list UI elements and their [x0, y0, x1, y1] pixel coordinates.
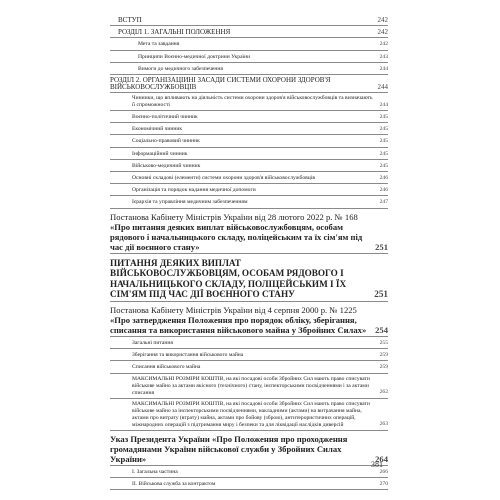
toc-entry-page: 263: [379, 421, 388, 428]
toc-entry-title: ІІ. Військова служба за контрактом: [132, 480, 216, 487]
table-of-contents: [110, 14, 388, 490]
toc-entry-page: 245: [379, 162, 388, 169]
toc-entry-page: 242: [377, 28, 388, 37]
toc-entry-title: ВСТУП: [118, 16, 142, 24]
toc-entry-title: Мета та завдання: [138, 41, 180, 48]
toc-entry[interactable]: [110, 14, 388, 26]
toc-entry-title: МАКСИМАЛЬНІ РОЗМІРИ КОШТІВ, на які посадові особи Збройних Сил мають право списувати військове майно за актами якісного (технічного) стану, інспекторськими посвідченнями і за актами списання: [132, 375, 370, 396]
toc-entry-page: 244: [379, 65, 388, 72]
toc-entry-page: 255: [379, 340, 388, 347]
toc-entry-page: 266: [379, 468, 388, 475]
toc-entry[interactable]: [110, 93, 388, 111]
toc-entry-page: 259: [379, 364, 388, 371]
toc-heading-entry[interactable]: [110, 254, 388, 302]
toc-entry-title: Принципи Воєнно-медичної доктрини України: [138, 53, 251, 60]
toc-resolution-entry[interactable]: [110, 302, 388, 337]
toc-entry-title: РОЗДІЛ 2. ОРГАНІЗАЦІЙНІ ЗАСАДИ СИСТЕМИ ОХОРОНИ ЗДОРОВ'Я ВІЙСЬКОВОСЛУЖБОВЦІВ: [110, 77, 331, 92]
toc-entry[interactable]: [110, 63, 388, 75]
toc-entry-title: Воєнно-політичний чинник: [132, 114, 198, 121]
toc-resolution-entry[interactable]: [110, 209, 388, 254]
toc-entry-title: Організація та порядок надання медичної допомоги: [132, 187, 256, 194]
toc-entry-page: 254: [375, 325, 388, 336]
toc-entry-title: Ієрархія та управління медичним забезпеченням: [132, 199, 248, 206]
toc-entry-title: Інформаційний чинник: [132, 150, 188, 157]
toc-entry[interactable]: [110, 160, 388, 172]
page-number: 381: [371, 460, 383, 469]
toc-entry[interactable]: [110, 184, 388, 196]
toc-entry-page: 259: [379, 352, 388, 359]
toc-entry-page: 244: [377, 82, 388, 91]
toc-entry-page: 245: [379, 138, 388, 145]
toc-entry-title: Вимоги до медичного забезпечення: [138, 65, 223, 72]
toc-entry-title: РОЗДІЛ 1. ЗАГАЛЬНІ ПОЛОЖЕННЯ: [118, 28, 231, 37]
toc-entry-title: Економічний чинник: [132, 126, 183, 133]
resolution-title: Постанова Кабінету Міністрів України від 28 лютого 2022 р. № 168: [110, 211, 358, 222]
toc-entry[interactable]: [110, 123, 388, 135]
toc-entry[interactable]: [110, 135, 388, 147]
toc-entry[interactable]: [110, 337, 388, 349]
decree-title: Указ Президента України «Про Положення про проходження громадянами України військової служби у Збройних Силах України»: [110, 433, 348, 464]
toc-entry-title: Зберігання та використання військового майна: [132, 352, 244, 359]
toc-entry-page: 245: [379, 114, 388, 121]
toc-entry[interactable]: [110, 75, 388, 93]
toc-entry[interactable]: [110, 172, 388, 184]
toc-entry-page: 262: [379, 389, 388, 396]
toc-decree-entry[interactable]: [110, 431, 388, 466]
toc-entry-page: 242: [379, 41, 388, 48]
toc-entry-page: 244: [379, 101, 388, 108]
toc-entry[interactable]: [110, 26, 388, 38]
toc-entry-title: Загальні питання: [132, 340, 173, 347]
toc-heading-title: ПИТАННЯ ДЕЯКИХ ВИПЛАТ ВІЙСЬКОВОСЛУЖБОВЦЯМ, ОСОБАМ РЯДОВОГО І НАЧАЛЬНИЦЬКОГО СКЛАДУ, ПОЛІЦЕЙСЬКИМ І ЇХ СІМ'ЯМ ПІД ЧАС ДІЇ ВОЄННОГО СТАНУ: [110, 257, 347, 300]
toc-entry-page: 245: [379, 126, 388, 133]
toc-entry[interactable]: [110, 38, 388, 50]
toc-entry[interactable]: [110, 196, 388, 208]
toc-entry-page: 246: [379, 187, 388, 194]
toc-entry-page: 270: [379, 480, 388, 487]
toc-entry[interactable]: [110, 51, 388, 63]
toc-entry-title: Чинники, що впливають на діяльність системи охорони здоров'я військовослужбовців та визначають її спроможності: [132, 95, 373, 109]
toc-entry-page: 246: [379, 175, 388, 182]
toc-entry[interactable]: [110, 399, 388, 431]
resolution-title: Постанова Кабінету Міністрів України від 4 серпня 2000 р. № 1225: [110, 305, 357, 316]
toc-entry-page: 251: [375, 241, 388, 252]
toc-entry-page: 242: [377, 16, 388, 24]
toc-entry-page: 247: [379, 199, 388, 206]
toc-entry-page: 243: [379, 53, 388, 60]
toc-entry-title: І. Загальна частина: [132, 468, 178, 475]
toc-entry-title: Основні складові (елементи) системи охорони здоров'я військовослужбовців: [132, 175, 316, 182]
toc-entry[interactable]: [110, 148, 388, 160]
toc-entry-title: МАКСИМАЛЬНІ РОЗМІРИ КОШТІВ, на які посадові особи Збройних Сил мають право списувати військове майно за інспекторськими посвідченнями, накладними (актами) на витрачання майна, актами про витрату (втрату) майна, актами про бойову (зброю), антитерористичних операцій, міжнародних операцій з підтримання миру і безпеки та для ліквідації наслідків диверсій: [132, 400, 370, 428]
toc-entry[interactable]: [110, 478, 388, 490]
toc-entry-page: 245: [379, 150, 388, 157]
resolution-subtitle: «Про питання деяких виплат військовослужбовцям, особам рядового і начальницького складу, поліцейським та їх сім'ям під час дії воєнного стану»: [110, 221, 363, 252]
toc-entry[interactable]: [110, 374, 388, 399]
resolution-subtitle: «Про затвердження Положення про порядок обліку, зберігання, списання та використання військового майна у Збройних Силах»: [110, 315, 367, 336]
toc-entry[interactable]: [110, 349, 388, 361]
toc-entry-page: 251: [374, 289, 388, 300]
toc-entry-title: Соціально-правовий чинник: [132, 138, 200, 145]
toc-entry-title: Військово-медичний чинник: [132, 162, 201, 169]
toc-entry[interactable]: [110, 361, 388, 373]
toc-entry-page: 264: [375, 453, 388, 464]
toc-entry[interactable]: [110, 466, 388, 478]
toc-entry[interactable]: [110, 111, 388, 123]
toc-entry-title: Списання військового майна: [132, 364, 201, 371]
